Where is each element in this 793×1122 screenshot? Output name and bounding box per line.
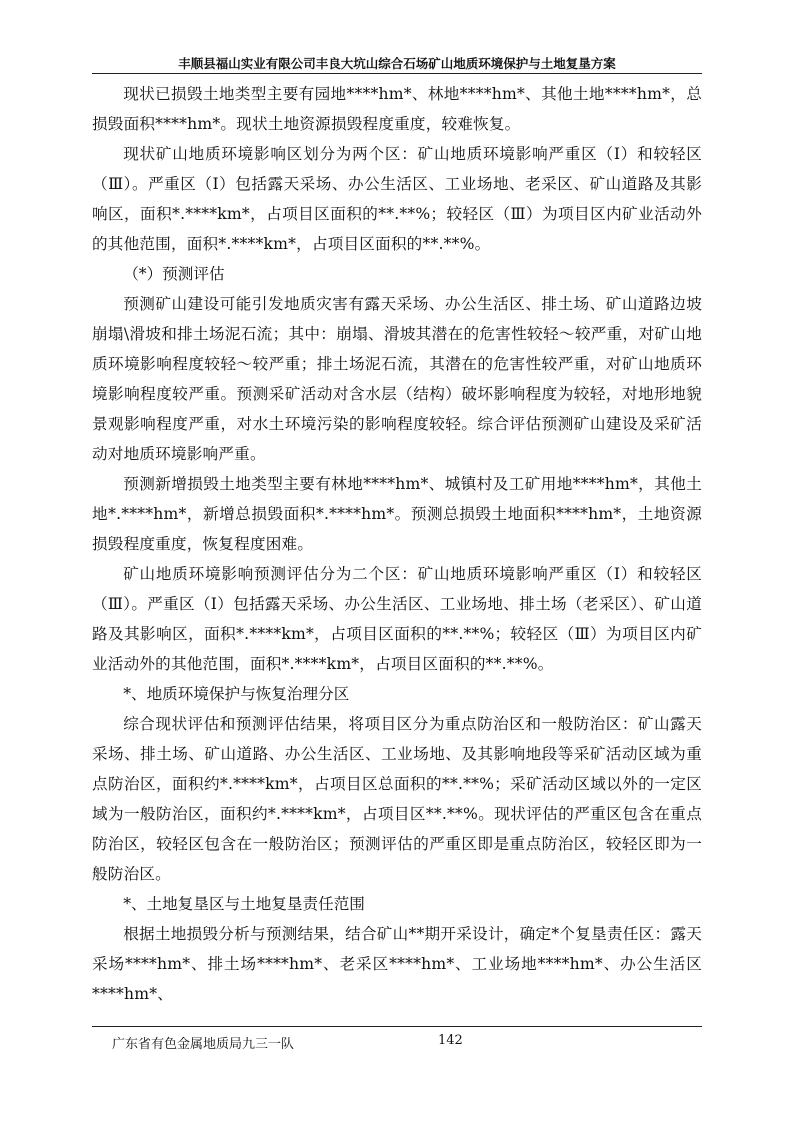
paragraph-current-damage: 现状已损毁土地类型主要有园地****hm*、林地****hm*、其他土地****hm*，总损毁面积****hm*。现状土地资源损毁程度重度，较难恢复。: [92, 85, 702, 133]
document-body: [92, 79, 702, 1009]
paragraph-prediction-zones: 矿山地质环境影响预测评估分为二个区：矿山地质环境影响严重区（Ⅰ）和较轻区（Ⅲ）。严重区（Ⅰ）包括露天采场、办公生活区、工业场地、排土场（老采区）、矿山道路及其影响区，面积*.****km*，占项目区面积的**.**%；较轻区（Ⅲ）为项目区内矿业活动外的其他范围，面积*.****km*，占项目区面积的**.**%。: [92, 565, 702, 673]
page-header: 丰顺县福山实业有限公司丰良大坑山综合石场矿山地质环境保护与土地复垦方案: [178, 56, 616, 71]
heading-protection-zoning: *、地质环境保护与恢复治理分区: [123, 685, 350, 703]
paragraph-protection-zoning: 综合现状评估和预测评估结果，将项目区分为重点防治区和一般防治区：矿山露天采场、排土场、矿山道路、办公生活区、工业场地、及其影响地段等采矿活动区域为重点防治区，面积约*.****km*，占项目区总面积的**.**%；采矿活动区域以外的一定区域为一般防治区，面积约*.****km*，占项目区**.**%。现状评估的严重区包含在重点防治区，较轻区包含在一般防治区；预测评估的严重区即是重点防治区，较轻区即为一般防治区。: [92, 715, 702, 883]
paragraph-reclamation-scope: 根据土地损毁分析与预测结果，结合矿山**期开采设计，确定*个复垦责任区：露天采场****hm*、排土场****hm*、老采区****hm*、工业场地****hm*、办公生活区****hm*、: [92, 925, 702, 1003]
paragraph-prediction-damage: 预测新增损毁土地类型主要有林地****hm*、城镇村及工矿用地****hm*，其他土地*.****hm*，新增总损毁面积*.****hm*。预测总损毁土地面积****hm*，土地资源损毁程度重度，恢复程度困难。: [92, 475, 702, 553]
heading-reclamation-scope: *、土地复垦区与土地复垦责任范围: [123, 895, 365, 913]
footer-organization: 广东省有色金属地质局九三一队: [112, 1037, 295, 1052]
heading-prediction: （*）预测评估: [123, 265, 225, 283]
page-number: 142: [438, 1033, 463, 1048]
footer-rule: [92, 1026, 702, 1027]
paragraph-prediction-hazards: 预测矿山建设可能引发地质灾害有露天采场、办公生活区、排土场、矿山道路边坡崩塌\滑坡和排土场泥石流；其中：崩塌、滑坡其潜在的危害性较轻～较严重，对矿山地质环境影响程度较轻～较严重；排土场泥石流，其潜在的危害性较严重，对矿山地质环境影响程度较严重。预测采矿活动对含水层（结构）破坏影响程度为较轻，对地形地貌景观影响程度严重，对水土环境污染的影响程度较轻。综合评估预测矿山建设及采矿活动对地质环境影响严重。: [92, 295, 702, 463]
paragraph-current-zones: 现状矿山地质环境影响区划分为两个区：矿山地质环境影响严重区（Ⅰ）和较轻区（Ⅲ）。严重区（Ⅰ）包括露天采场、办公生活区、工业场地、老采区、矿山道路及其影响区，面积*.****km*，占项目区面积的**.**%；较轻区（Ⅲ）为项目区内矿业活动外的其他范围，面积*.****km*，占项目区面积的**.**%。: [92, 145, 702, 253]
header-rule: [92, 73, 702, 74]
